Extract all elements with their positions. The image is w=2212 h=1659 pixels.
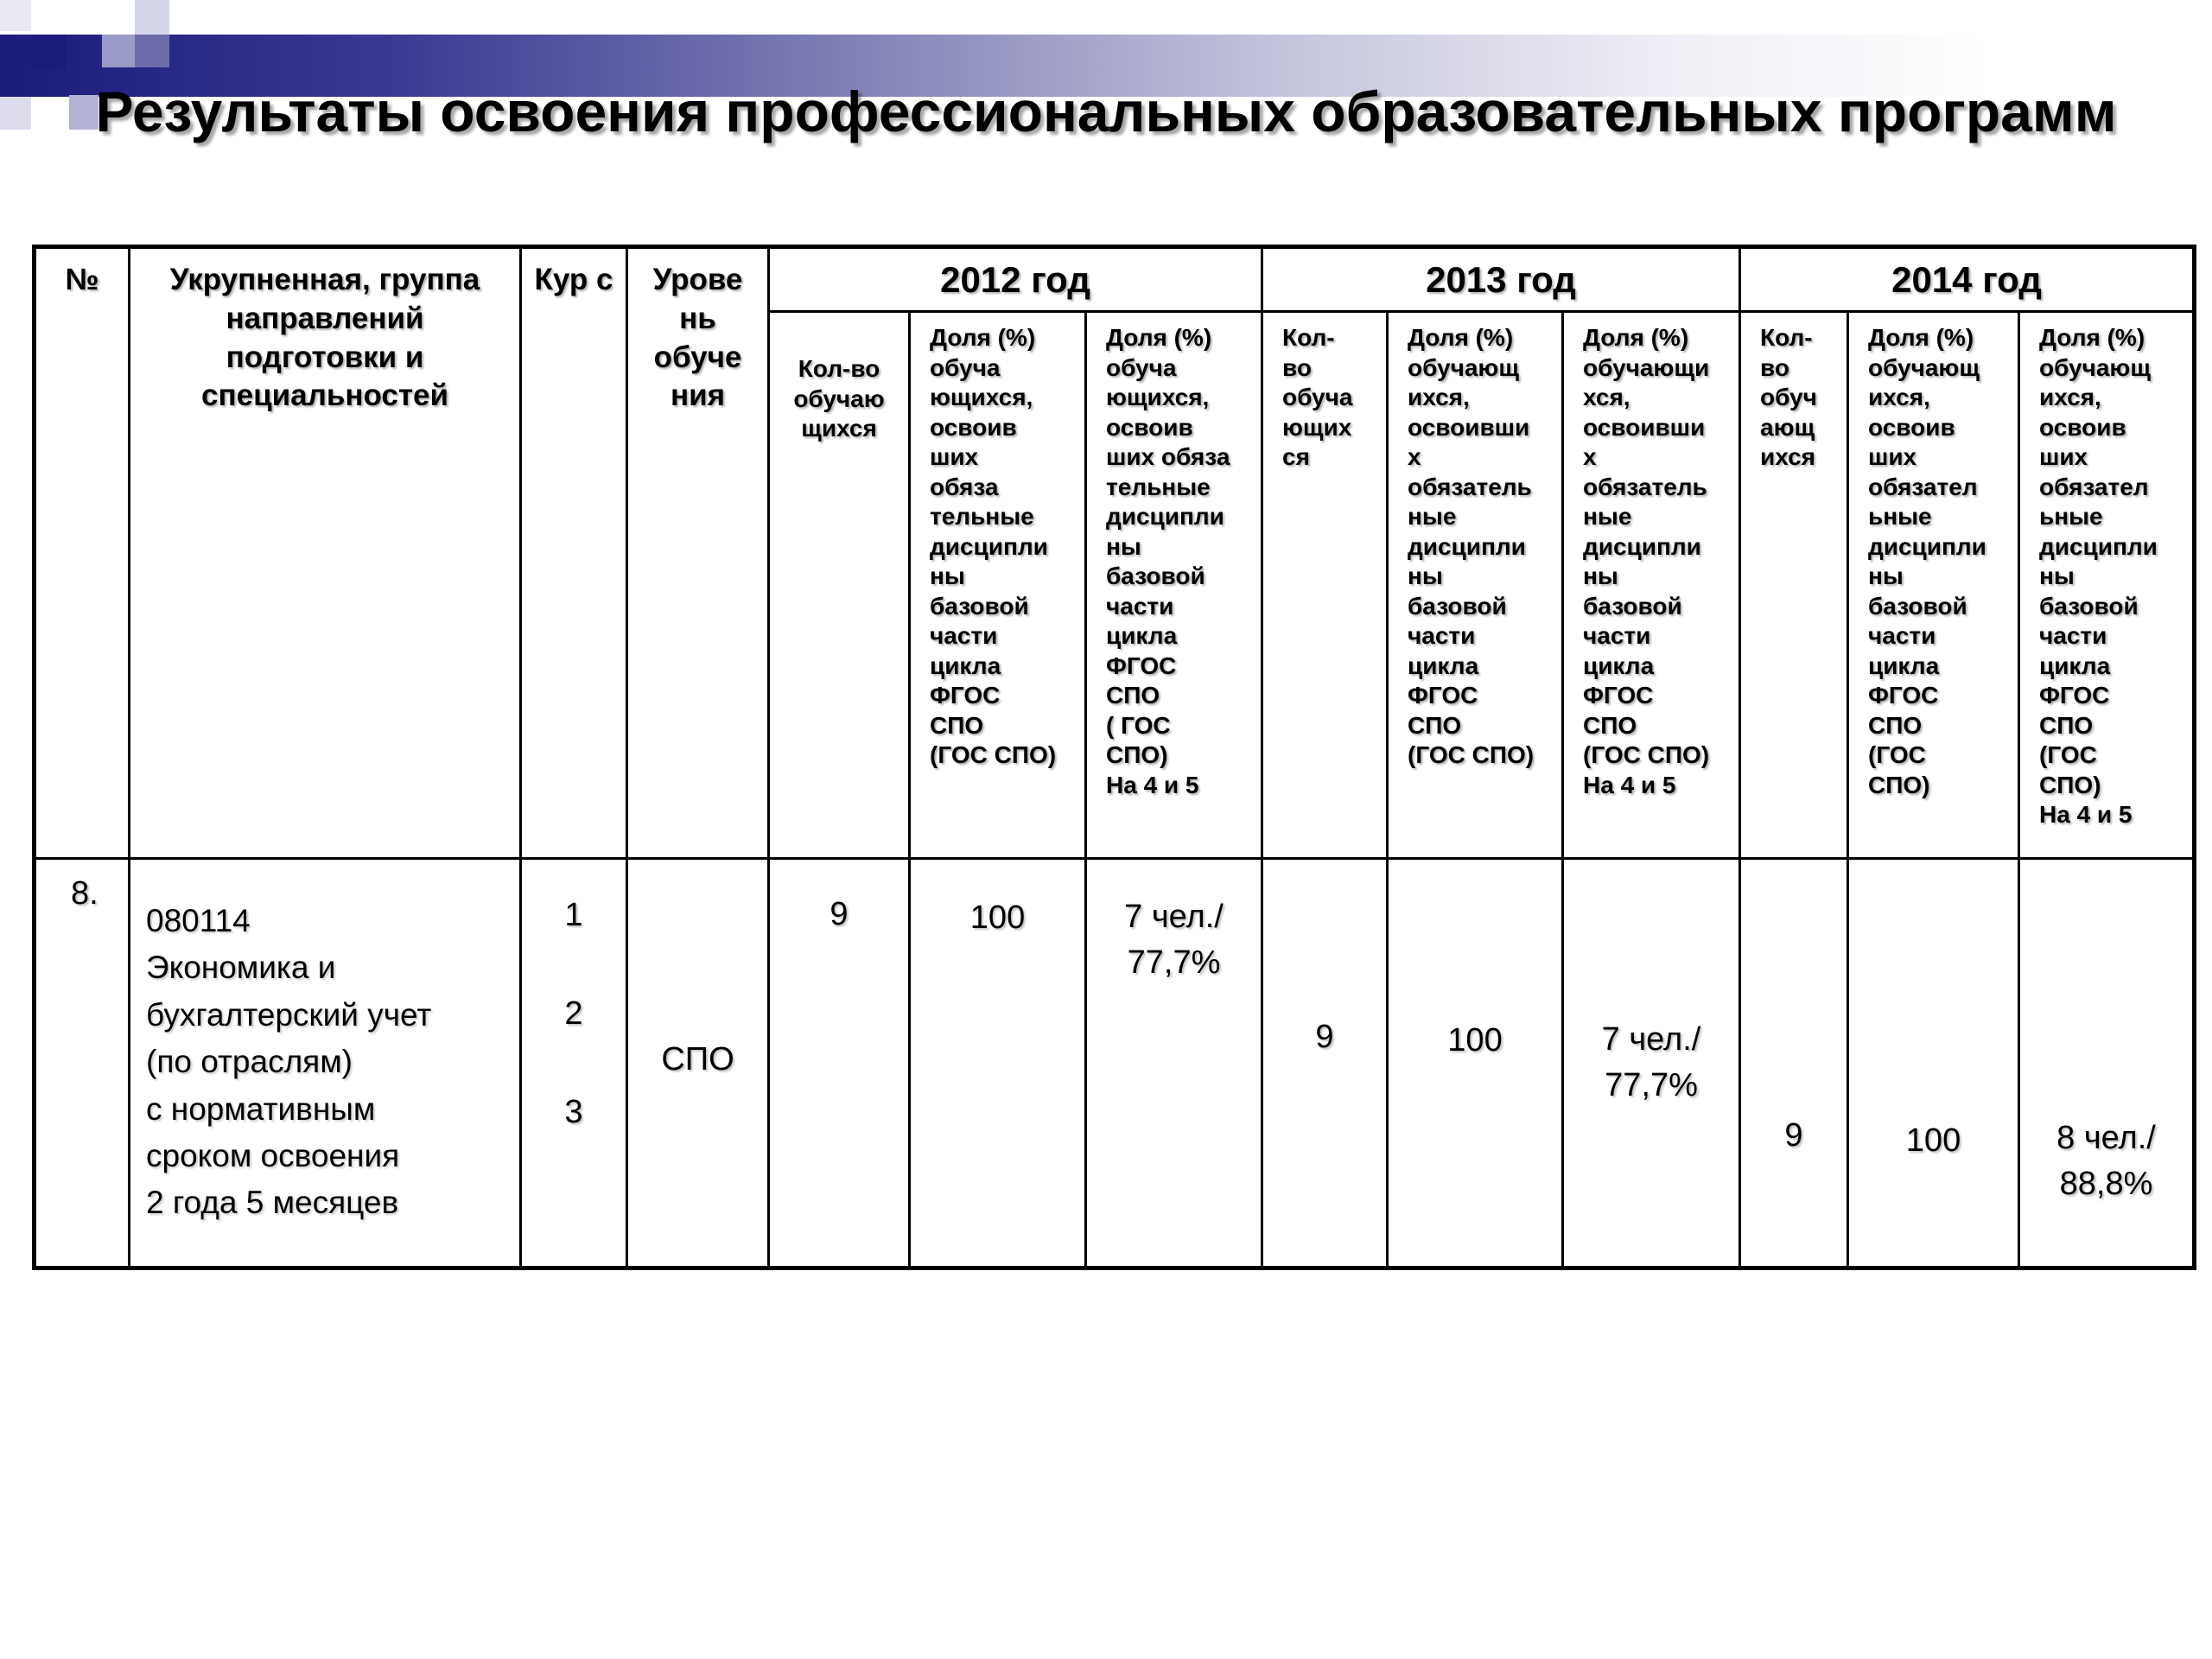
decor-square xyxy=(0,0,31,31)
header-group: Укрупненная, группа направлений подготовки и специальностей xyxy=(130,247,521,859)
program-name-line: с нормативным xyxy=(146,1090,376,1127)
header-level: Урове нь обуче ния xyxy=(627,247,769,859)
subheader-2012-share: Доля (%) обуча ющихся, освоив ших обяза тельные дисципли ны базовой части цикла ФГОС СПО (ГОС СПО) xyxy=(910,312,1086,859)
row-2012-share: 100 xyxy=(910,859,1086,1268)
row-courses xyxy=(521,859,627,1268)
subheader-2013-excellent: Доля (%) обучающи хся, освоивши х обязатель ные дисципли ны базовой части цикла ФГОС СПО (ГОС СПО) На 4 и 5 xyxy=(1563,312,1740,859)
decor-square xyxy=(135,0,169,35)
row-2014-count: 9 xyxy=(1740,859,1848,1268)
program-name-line: сроком освоения xyxy=(146,1137,400,1173)
program-name-line: (по отраслям) xyxy=(146,1044,353,1080)
header-year-2014: 2014 год xyxy=(1740,247,2195,312)
subheader-2013-share: Доля (%) обучающ ихся, освоивши х обязатель ные дисципли ны базовой части цикла ФГОС СПО (ГОС СПО) xyxy=(1388,312,1563,859)
header-year-2013: 2013 год xyxy=(1262,247,1740,312)
row-2014-share: 100 xyxy=(1848,859,2019,1268)
subheader-2014-count: Кол- во обуч ающ ихся xyxy=(1740,312,1848,859)
decor-square xyxy=(31,35,66,69)
row-2013-share: 100 xyxy=(1388,859,1563,1268)
row-2013-count: 9 xyxy=(1262,859,1388,1268)
header-num: № xyxy=(35,247,130,859)
header-year-2012: 2012 год xyxy=(769,247,1262,312)
program-name-line: Экономика и xyxy=(146,950,336,986)
subheader-2014-share: Доля (%) обучающ ихся, освоив ших обязател ьные дисципли ны базовой части цикла ФГОС СПО (ГОС СПО) xyxy=(1848,312,2019,859)
subheader-2014-excellent: Доля (%) обучающ ихся, освоив ших обязател ьные дисципли ны базовой части цикла ФГОС СПО (ГОС СПО) На 4 и 5 xyxy=(2019,312,2195,859)
table-row xyxy=(35,859,2195,1268)
row-num: 8. xyxy=(35,859,130,1268)
row-2014-excellent: 8 чел./ 88,8% xyxy=(2019,859,2195,1268)
decor-square xyxy=(135,35,169,67)
program-name-line: 2 года 5 месяцев xyxy=(146,1185,399,1221)
course-value: 1 xyxy=(564,897,583,933)
program-code: 080114 xyxy=(146,903,251,938)
course-value: 3 xyxy=(564,1094,583,1130)
decor-square xyxy=(0,95,31,130)
row-2013-excellent: 7 чел./ 77,7% xyxy=(1563,859,1740,1268)
decor-square xyxy=(102,35,135,67)
row-program xyxy=(130,859,521,1268)
header-course: Кур с xyxy=(521,247,627,859)
program-name-line: бухгалтерский учет xyxy=(146,996,432,1033)
results-table xyxy=(32,245,2196,1270)
row-level: СПО xyxy=(627,859,769,1268)
page-title: Результаты освоения профессиональных образовательных программ xyxy=(95,79,2117,143)
subheader-2013-count: Кол- во обуча ющих ся xyxy=(1262,312,1388,859)
subheader-2012-excellent: Доля (%) обуча ющихся, освоив ших обяза тельные дисципли ны базовой части цикла ФГОС СПО ( ГОС СПО) На 4 и 5 xyxy=(1086,312,1262,859)
subheader-2012-count: Кол-во обучаю щихся xyxy=(769,312,910,859)
course-value: 2 xyxy=(564,995,583,1032)
row-2012-excellent: 7 чел./ 77,7% xyxy=(1086,859,1262,1268)
row-2012-count: 9 xyxy=(769,859,910,1268)
